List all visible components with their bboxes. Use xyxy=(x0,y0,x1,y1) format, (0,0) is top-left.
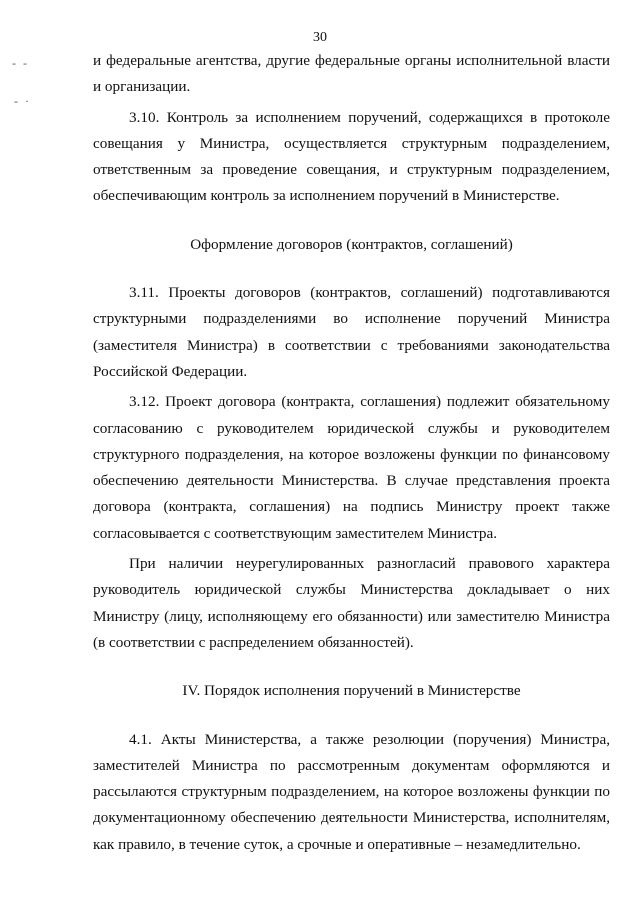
document-body xyxy=(93,48,610,858)
margin-mark: - - xyxy=(12,56,29,70)
margin-mark: - · xyxy=(14,94,31,108)
paragraph-disagreements: При наличии неурегулированных разногласий правового характера руководитель юридической службы Министерства докладывает о них Министру (лицу, исполняющему его обязанности) или заместителю Министра (в соответствии с распределением обязанностей). xyxy=(93,555,610,651)
paragraph-3-12: 3.12. Проект договора (контракта, соглашения) подлежит обязательному согласованию с руководителем юридической службы и руководителем структурного подразделения, на которое возложены функции по финансовому обеспечению деятельности Министерства. В случае представления проекта договора (контракта, соглашения) на подпись Министру проект также согласовывается с соответствующим заместителем Министра. xyxy=(93,393,610,542)
section-heading-contracts: Оформление договоров (контрактов, соглашений) xyxy=(190,235,513,253)
section-heading-iv: IV. Порядок исполнения поручений в Министерстве xyxy=(182,682,521,700)
paragraph-continuation: и федеральные агентства, другие федеральные органы исполнительной власти и организации. xyxy=(93,52,610,96)
page-number: 30 xyxy=(313,30,327,45)
paragraph-3-11: 3.11. Проекты договоров (контрактов, соглашений) подготавливаются структурными подразделениями во исполнение поручений Министра (заместителя Министра) в соответствии с требованиями законодательства Российской Федерации. xyxy=(93,284,610,380)
paragraph-3-10: 3.10. Контроль за исполнением поручений, содержащихся в протоколе совещания у Министра, осуществляется структурным подразделением, ответственным за проведение совещания, и структурным подразделением, обеспечивающим контроль за исполнением поручений в Министерстве. xyxy=(93,108,610,205)
paragraph-4-1: 4.1. Акты Министерства, а также резолюции (поручения) Министра, заместителей Министра по рассмотренным документам оформляются и рассылаются структурным подразделением, на которое возложены функции по документационному обеспечению деятельности Министерства, исполнителям, как правило, в течение суток, а срочные и оперативные – незамедлительно. xyxy=(93,730,610,853)
